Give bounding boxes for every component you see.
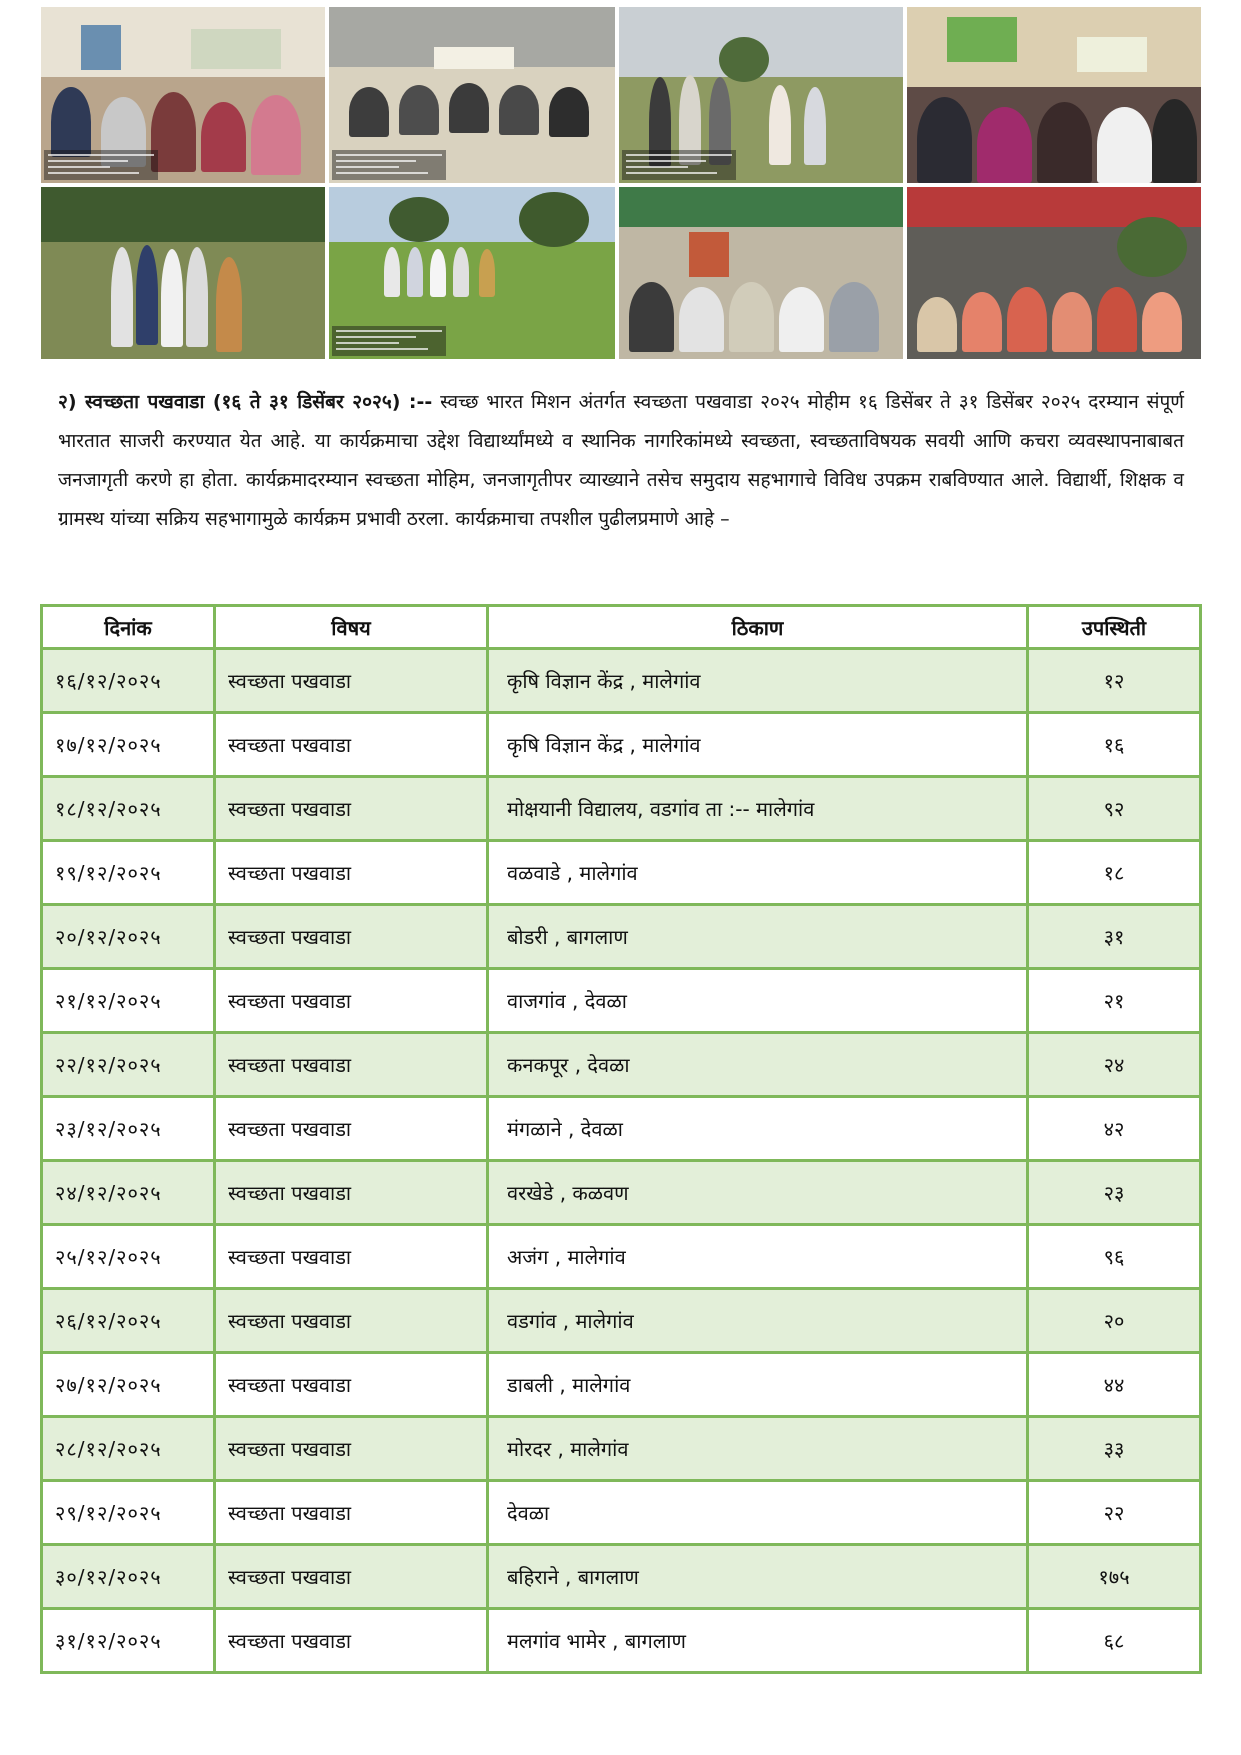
cell-place: मोक्षयानी विद्यालय, वडगांव ता :-- मालेगांव (488, 777, 1028, 841)
cell-topic: स्वच्छता पखवाडा (215, 1097, 488, 1161)
cell-topic: स्वच्छता पखवाडा (215, 1609, 488, 1673)
attendance-table (40, 604, 1202, 1674)
cell-place: डाबली , मालेगांव (488, 1353, 1028, 1417)
cell-place: कनकपूर , देवळा (488, 1033, 1028, 1097)
cell-place: बहिराने , बागलाण (488, 1545, 1028, 1609)
cell-attendance: १८ (1028, 841, 1201, 905)
cell-topic: स्वच्छता पखवाडा (215, 777, 488, 841)
cell-date: २९/१२/२०२५ (42, 1481, 215, 1545)
cell-place: मलगांव भामेर , बागलाण (488, 1609, 1028, 1673)
cell-place: वळवाडे , मालेगांव (488, 841, 1028, 905)
table-row (42, 1225, 1201, 1289)
cell-date: १८/१२/२०२५ (42, 777, 215, 841)
cell-topic: स्वच्छता पखवाडा (215, 1417, 488, 1481)
cell-topic: स्वच्छता पखवाडा (215, 1225, 488, 1289)
geotag-stamp (332, 150, 446, 180)
header-attendance: उपस्थिती (1028, 606, 1201, 649)
cell-attendance: ४२ (1028, 1097, 1201, 1161)
cell-topic: स्वच्छता पखवाडा (215, 1161, 488, 1225)
section-heading: २) स्वच्छता पखवाडा (१६ ते ३१ डिसेंबर २०२५) :-- (58, 391, 433, 413)
table-row (42, 969, 1201, 1033)
photo-farm-field-group (329, 187, 615, 359)
cell-place: अजंग , मालेगांव (488, 1225, 1028, 1289)
cell-attendance: २२ (1028, 1481, 1201, 1545)
cell-attendance: ३१ (1028, 905, 1201, 969)
cell-topic: स्वच्छता पखवाडा (215, 1545, 488, 1609)
header-topic: विषय (215, 606, 488, 649)
table-row (42, 649, 1201, 713)
cell-topic: स्वच्छता पखवाडा (215, 1289, 488, 1353)
cell-place: मंगळाने , देवळा (488, 1097, 1028, 1161)
table-row (42, 1545, 1201, 1609)
photo-field-visit (619, 7, 903, 183)
cell-date: २६/१२/२०२५ (42, 1289, 215, 1353)
table-row (42, 1289, 1201, 1353)
table-row (42, 1033, 1201, 1097)
geotag-stamp (44, 150, 158, 180)
cell-attendance: ३३ (1028, 1417, 1201, 1481)
photo-collage (41, 7, 1201, 359)
table-row (42, 1161, 1201, 1225)
geotag-stamp (622, 150, 736, 180)
table-row (42, 777, 1201, 841)
cell-place: कृषि विज्ञान केंद्र , मालेगांव (488, 649, 1028, 713)
section-body: स्वच्छ भारत मिशन अंतर्गत स्वच्छता पखवाडा २०२५ मोहीम १६ डिसेंबर ते ३१ डिसेंबर २०२५ दरम्यान संपूर्ण भारतात साजरी करण्यात येत आहे. या कार्यक्रमाचा उद्देश विद्यार्थ्यांमध्ये व स्थानिक नागरिकांमध्ये स्वच्छता, स्वच्छताविषयक सवयी आणि कचरा व्यवस्थापनाबाबत जनजागृती करणे हा होता. कार्यक्रमादरम्यान स्वच्छता मोहिम, जनजागृतीपर व्याख्याने तसेच समुदाय सहभागाचे विविध उपक्रम राबविण्यात आले. विद्यार्थी, शिक्षक व ग्रामस्थ यांच्या सक्रिय सहभागामुळे कार्यक्रम प्रभावी ठरला. कार्यक्रमाचा तपशील पुढीलप्रमाणे आहे – (58, 391, 1184, 530)
table-row (42, 1481, 1201, 1545)
cell-date: ३१/१२/२०२५ (42, 1609, 215, 1673)
cell-attendance: १२ (1028, 649, 1201, 713)
cell-attendance: २४ (1028, 1033, 1201, 1097)
cell-date: २०/१२/२०२५ (42, 905, 215, 969)
table-row (42, 1353, 1201, 1417)
cell-date: १७/१२/२०२५ (42, 713, 215, 777)
cell-attendance: ९६ (1028, 1225, 1201, 1289)
cell-topic: स्वच्छता पखवाडा (215, 1033, 488, 1097)
cell-topic: स्वच्छता पखवाडा (215, 713, 488, 777)
table-row (42, 713, 1201, 777)
table-row (42, 1417, 1201, 1481)
cell-place: बोडरी , बागलाण (488, 905, 1028, 969)
cell-date: २२/१२/२०२५ (42, 1033, 215, 1097)
cell-attendance: ४४ (1028, 1353, 1201, 1417)
cell-date: ३०/१२/२०२५ (42, 1545, 215, 1609)
photo-students-gathering (907, 187, 1201, 359)
cell-attendance: १६ (1028, 713, 1201, 777)
cell-topic: स्वच्छता पखवाडा (215, 841, 488, 905)
section-paragraph (58, 383, 1184, 539)
table-row (42, 841, 1201, 905)
photo-classroom-lecture (907, 7, 1201, 183)
table-row (42, 905, 1201, 969)
cell-place: मोरदर , मालेगांव (488, 1417, 1028, 1481)
cell-attendance: २० (1028, 1289, 1201, 1353)
cell-date: २४/१२/२०२५ (42, 1161, 215, 1225)
cell-attendance: ९२ (1028, 777, 1201, 841)
cell-date: २५/१२/२०२५ (42, 1225, 215, 1289)
table-row (42, 1097, 1201, 1161)
cell-place: वाजगांव , देवळा (488, 969, 1028, 1033)
geotag-stamp (332, 326, 446, 356)
cell-attendance: ६८ (1028, 1609, 1201, 1673)
cell-date: १६/१२/२०२५ (42, 649, 215, 713)
table-header-row (42, 606, 1201, 649)
cell-topic: स्वच्छता पखवाडा (215, 1481, 488, 1545)
cell-place: देवळा (488, 1481, 1028, 1545)
cell-attendance: १७५ (1028, 1545, 1201, 1609)
cell-attendance: २३ (1028, 1161, 1201, 1225)
photo-vineyard-group (41, 187, 325, 359)
cell-date: २१/१२/२०२५ (42, 969, 215, 1033)
cell-place: कृषि विज्ञान केंद्र , मालेगांव (488, 713, 1028, 777)
header-place: ठिकाण (488, 606, 1028, 649)
cell-date: १९/१२/२०२५ (42, 841, 215, 905)
photo-classroom-audience (41, 7, 325, 183)
photo-outdoor-meeting (619, 187, 903, 359)
table-row (42, 1609, 1201, 1673)
cell-place: वरखेडे , कळवण (488, 1161, 1028, 1225)
photo-hall-meeting (329, 7, 615, 183)
header-date: दिनांक (42, 606, 215, 649)
cell-date: २७/१२/२०२५ (42, 1353, 215, 1417)
cell-topic: स्वच्छता पखवाडा (215, 905, 488, 969)
cell-place: वडगांव , मालेगांव (488, 1289, 1028, 1353)
cell-date: २८/१२/२०२५ (42, 1417, 215, 1481)
cell-topic: स्वच्छता पखवाडा (215, 1353, 488, 1417)
cell-topic: स्वच्छता पखवाडा (215, 969, 488, 1033)
cell-topic: स्वच्छता पखवाडा (215, 649, 488, 713)
cell-date: २३/१२/२०२५ (42, 1097, 215, 1161)
cell-attendance: २१ (1028, 969, 1201, 1033)
